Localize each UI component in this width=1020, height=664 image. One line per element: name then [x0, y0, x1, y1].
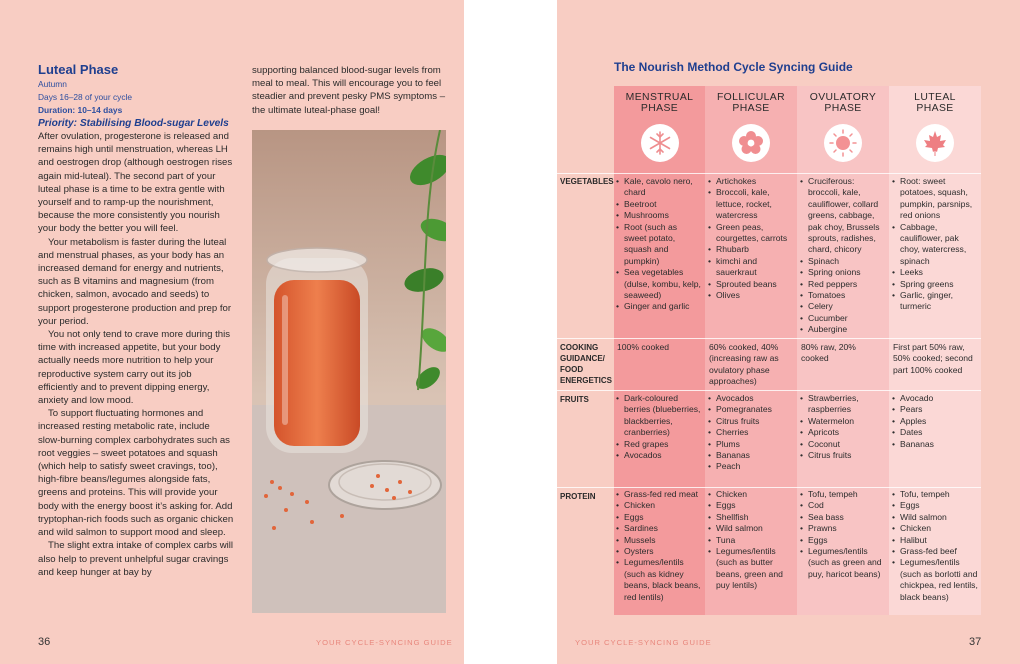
list-item: • Halibut: [891, 535, 979, 546]
list-item: • Tofu, tempeh: [891, 489, 979, 500]
list-item: • Olives: [707, 290, 795, 301]
phase-header-line2: PHASE: [916, 103, 954, 114]
list-item: • Green peas, courgettes, carrots: [707, 222, 795, 245]
right-column-text: supporting balanced blood-sugar levels from meal to meal. This will encourage you to feel steadier and prevent pesky PMS symptoms – the ultimate luteal-phase goal!: [252, 65, 446, 116]
protein-menstrual-list: [615, 489, 703, 603]
protein-ovulatory-list: [799, 489, 887, 580]
list-item: • Chicken: [891, 523, 979, 534]
maple-leaf-icon: [916, 124, 954, 162]
left-column-text: [38, 62, 234, 579]
list-item: • Ginger and garlic: [615, 301, 701, 312]
row-label-protein: PROTEIN: [560, 492, 596, 501]
list-item: • Legumes/lentils (such as green and puy, haricot beans): [799, 546, 887, 580]
vegetables-menstrual: [615, 176, 701, 313]
list-item: • Sprouted beans: [707, 279, 795, 290]
list-item: • Tofu, tempeh: [799, 489, 887, 500]
list-item: • Strawberries, raspberries: [799, 393, 887, 416]
phase-header-line2: PHASE: [640, 103, 679, 114]
list-item: • Cruciferous: broccoli, kale, cauliflower, collard greens, cabbage, pak choy, Brussels sprouts, radishes, chard, chicory: [799, 176, 887, 256]
cooking-text: First part 50% raw, 50% cooked; second part 100% cooked: [893, 342, 973, 375]
list-item: • Chicken: [615, 500, 703, 511]
section-title: Luteal Phase: [38, 62, 119, 77]
row-label-cooking: [560, 342, 616, 386]
list-item: • Artichokes: [707, 176, 795, 187]
list-item: • Apples: [891, 416, 979, 427]
list-item: • Broccoli, kale, lettuce, rocket, watercress: [707, 187, 795, 221]
list-item: • Bananas: [707, 450, 795, 461]
protein-ovulatory: [799, 489, 887, 580]
list-item: • Root: sweet potatoes, squash, pumpkin, parsnips, red onions: [891, 176, 979, 222]
list-item: • Mussels: [615, 535, 703, 546]
list-item: • Sea bass: [799, 512, 887, 523]
row-divider: [557, 390, 981, 391]
priority-heading: Priority: Stabilising Blood-sugar Levels: [38, 118, 229, 129]
list-item: • Citrus fruits: [707, 416, 795, 427]
cooking-menstrual: [617, 342, 701, 353]
list-item: • Tuna: [707, 535, 795, 546]
list-item: • Chicken: [707, 489, 795, 500]
cooking-text: 80% raw, 20% cooked: [801, 342, 856, 364]
list-item: • Eggs: [799, 535, 887, 546]
list-item: • Sea vegetables (dulse, kombu, kelp, seaweed): [615, 267, 701, 301]
list-item: • Dark-coloured berries (blueberries, blackberries, cranberries): [615, 393, 701, 439]
running-footer-right: YOUR CYCLE-SYNCING GUIDE: [575, 638, 712, 647]
fruits-follicular-list: [707, 393, 795, 473]
fruits-luteal-list: [891, 393, 979, 450]
fruits-menstrual-list: [615, 393, 701, 461]
list-item: • kimchi and sauerkraut: [707, 256, 795, 279]
list-item: • Bananas: [891, 439, 979, 450]
cooking-text: 60% cooked, 40% (increasing raw as ovulatory phase approaches): [709, 342, 779, 387]
phase-header: [797, 92, 889, 114]
sun-icon: [824, 124, 862, 162]
phase-header-line2: PHASE: [824, 103, 862, 114]
list-item: • Wild salmon: [707, 523, 795, 534]
guide-title: The Nourish Method Cycle Syncing Guide: [614, 60, 853, 74]
row-divider: [557, 487, 981, 488]
list-item: • Cabbage, cauliflower, pak choy, watercress, spinach: [891, 222, 979, 268]
body-paragraph-2: Your metabolism is faster during the luteal and menstrual phases, as your body has an increased demand for energy and nutrients, such as B vitamins and magnesium (from chicken, salmon, avocado and seeds) to support progesterone production and prep for your period.: [38, 236, 232, 327]
list-item: • Oysters: [615, 546, 703, 557]
cooking-text: 100% cooked: [617, 342, 670, 352]
fruits-luteal: [891, 393, 979, 450]
fruits-ovulatory: [799, 393, 887, 461]
fruits-menstrual: [615, 393, 701, 461]
list-item: • Grass-fed red meat: [615, 489, 703, 500]
list-item: • Shellfish: [707, 512, 795, 523]
page-number-left: 36: [38, 636, 51, 648]
list-item: • Cod: [799, 500, 887, 511]
vegetables-luteal-list: [891, 176, 979, 313]
list-item: • Spinach: [799, 256, 887, 267]
list-item: • Watermelon: [799, 416, 887, 427]
season-label: Autumn: [38, 79, 67, 89]
list-item: • Dates: [891, 427, 979, 438]
row-label-line: ENERGETICS: [560, 376, 613, 385]
protein-follicular-list: [707, 489, 795, 592]
phase-header-line2: PHASE: [732, 103, 770, 114]
list-item: • Root (such as sweet potato, squash and pumpkin): [615, 222, 701, 268]
list-item: • Celery: [799, 301, 887, 312]
fruits-ovulatory-list: [799, 393, 887, 461]
list-item: • Rhubarb: [707, 244, 795, 255]
running-footer-left: YOUR CYCLE-SYNCING GUIDE: [316, 638, 453, 647]
list-item: • Sardines: [615, 523, 703, 534]
vegetables-menstrual-list: [615, 176, 701, 313]
list-item: • Legumes/lentils (such as butter beans, green and puy lentils): [707, 546, 795, 592]
left-page: [0, 0, 464, 664]
cooking-follicular: [709, 342, 793, 388]
list-item: • Cucumber: [799, 313, 887, 324]
list-item: • Apricots: [799, 427, 887, 438]
list-item: • Legumes/lentils (such as borlotti and chickpea, red lentils, black beans): [891, 557, 979, 603]
row-divider: [557, 173, 981, 174]
body-paragraph-3: You not only tend to crave more during this time with increased appetite, but your body actually needs more nutrition to help your reproductive system carry out its job efficiently and to prevent dipping energy, anxiety and low mood.: [38, 329, 231, 407]
list-item: • Wild salmon: [891, 512, 979, 523]
body-paragraph-5: The slight extra intake of complex carbs will also help to prevent unhelpful sugar cravings and keep hunger at bay by: [38, 540, 234, 578]
list-item: • Peach: [707, 461, 795, 472]
phase-header-line1: OVULATORY: [809, 92, 877, 103]
vegetables-follicular-list: [707, 176, 795, 301]
page-number-right: 37: [969, 636, 982, 648]
list-item: • Eggs: [707, 500, 795, 511]
phase-header-line1: FOLLICULAR: [716, 92, 786, 103]
list-item: • Aubergine: [799, 324, 887, 335]
right-page: [557, 0, 1020, 664]
vegetables-ovulatory-list: [799, 176, 887, 336]
protein-luteal: [891, 489, 979, 603]
list-item: • Mushrooms: [615, 210, 701, 221]
list-item: • Pears: [891, 404, 979, 415]
list-item: • Avocados: [707, 393, 795, 404]
fruits-follicular: [707, 393, 795, 473]
row-label-line: COOKING: [560, 343, 599, 352]
protein-luteal-list: [891, 489, 979, 603]
list-item: • Red peppers: [799, 279, 887, 290]
phase-header: [889, 92, 981, 114]
list-item: • Cherries: [707, 427, 795, 438]
days-label: Days 16–28 of your cycle: [38, 92, 133, 102]
list-item: • Eggs: [891, 500, 979, 511]
cooking-luteal: [893, 342, 979, 376]
vegetables-ovulatory: [799, 176, 887, 336]
body-paragraph-4: To support fluctuating hormones and increased resting metabolic rate, include slow-burning complex carbohydrates such as root veggies – sweet potatoes and squash (which help to satisfy sweet cravings, too), high-fibre beans/legumes alongside fats, greens and proteins. This will provide your body with the energy boost it’s asking for. Add tryptophan-rich foods such as organic chicken and wild salmon to support mood and sleep.: [38, 408, 234, 539]
list-item: • Avocados: [615, 450, 701, 461]
phase-header: [614, 92, 705, 114]
list-item: • Garlic, ginger, turmeric: [891, 290, 979, 313]
list-item: • Grass-fed beef: [891, 546, 979, 557]
row-label-line: FOOD: [560, 365, 584, 374]
list-item: • Pomegranates: [707, 404, 795, 415]
duration-label: Duration: 10–14 days: [38, 105, 123, 115]
row-label-fruits: FRUITS: [560, 395, 589, 404]
row-label-vegetables: VEGETABLES: [560, 177, 614, 186]
vegetables-follicular: [707, 176, 795, 301]
phase-header: [705, 92, 797, 114]
list-item: • Beetroot: [615, 199, 701, 210]
row-label-line: GUIDANCE/: [560, 354, 605, 363]
lentil-jar-photo: [252, 130, 446, 613]
list-item: • Prawns: [799, 523, 887, 534]
list-item: • Legumes/lentils (such as kidney beans, black beans, red lentils): [615, 557, 703, 603]
list-item: • Plums: [707, 439, 795, 450]
list-item: • Leeks: [891, 267, 979, 278]
list-item: • Coconut: [799, 439, 887, 450]
snowflake-icon: [641, 124, 679, 162]
list-item: • Kale, cavolo nero, chard: [615, 176, 701, 199]
protein-menstrual: [615, 489, 703, 603]
phase-header-line1: LUTEAL: [914, 92, 956, 103]
list-item: • Spring greens: [891, 279, 979, 290]
cycle-syncing-table: [557, 86, 1020, 618]
list-item: • Red grapes: [615, 439, 701, 450]
list-item: • Avocado: [891, 393, 979, 404]
vegetables-luteal: [891, 176, 979, 313]
list-item: • Eggs: [615, 512, 703, 523]
list-item: • Citrus fruits: [799, 450, 887, 461]
row-divider: [557, 338, 981, 339]
flower-icon: [732, 124, 770, 162]
body-paragraph-1: After ovulation, progesterone is released and remains high until menstruation, whereas LH and oestrogen drop (although oestrogen rises again mid-luteal). The second part of your luteal phase is a time to be extra gentle with yourself and to ramp-up the nourishment, because the more consistently you nourish your body the better you will feel.: [38, 131, 233, 235]
list-item: • Spring onions: [799, 267, 887, 278]
list-item: • Tomatoes: [799, 290, 887, 301]
cooking-ovulatory: [801, 342, 885, 365]
protein-follicular: [707, 489, 795, 592]
phase-header-line1: MENSTRUAL: [625, 92, 694, 103]
